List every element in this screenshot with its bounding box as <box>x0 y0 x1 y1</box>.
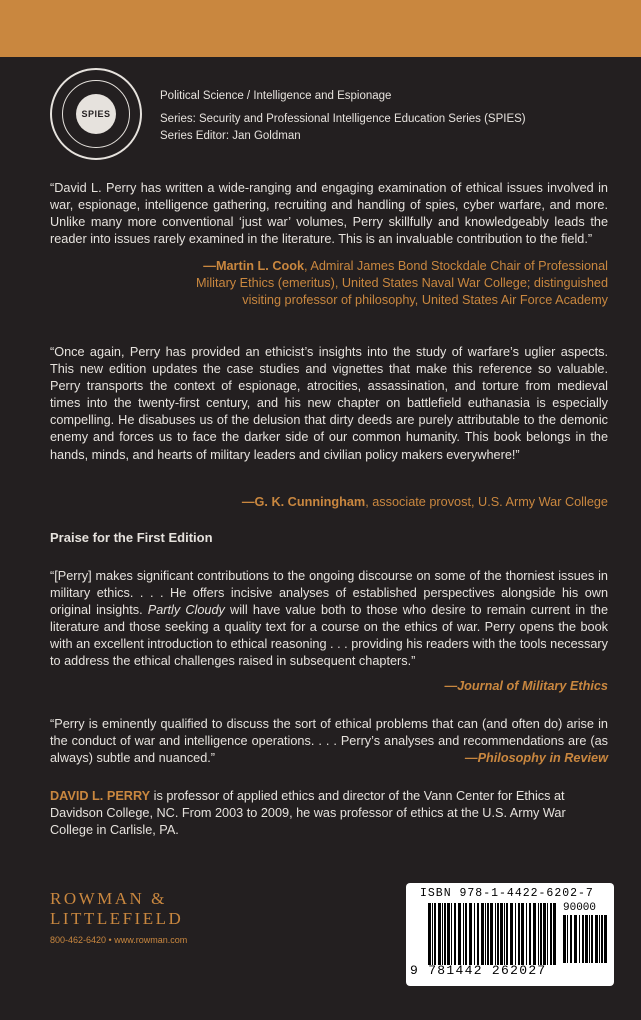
publisher-contact: 800-462-6420 • www.rowman.com <box>50 935 188 945</box>
endorsement-quote-cunningham: “Once again, Perry has provided an ethicist’s insights into the study of warfare’s uglier aspects. This new edition updates the case studies and vignettes that make this reference so valuable. Perry transports the context of espionage, atrocities, assassination, and torture from medieval times into the twenty-first century, and his new chapter on battlefield euthanasia is especially compelling. He disabuses us of the delusion that dirty deeds are purely attributable to the demonic enemy and forces us to face the darker side of our common humanity. This book belongs in the hands, minds, and hearts of military leaders and civilian policy makers everywhere!” <box>50 345 608 462</box>
author-name: DAVID L. PERRY <box>50 789 151 803</box>
publisher-line1: ROWMAN & <box>50 889 167 908</box>
author-bio <box>50 788 608 839</box>
spies-logo <box>50 68 142 160</box>
isbn-barcode <box>406 883 614 986</box>
endorsement-attribution-cook <box>196 258 608 309</box>
endorser-name-cunningham: —G. K. Cunningham <box>241 495 366 509</box>
endorsement-attribution-cunningham <box>242 494 608 511</box>
series-text: Series: Security and Professional Intelligence Education Series (SPIES) <box>160 113 526 125</box>
review-source-pir <box>465 750 608 767</box>
review-quote-pir: “Perry is eminently qualified to discuss the sort of ethical problems that can (and often do) arise in the conduct of war and intelligence operations. . . . Perry’s analyses and recommendations are (as always) subtle and nuanced.” <box>50 717 608 766</box>
top-color-band <box>0 0 641 57</box>
author-bio-text: is professor of applied ethics and director of the Vann Center for Ethics at Davidson College, NC. From 2003 to 2009, he was professor of ethics at the U.S. Army War College in Carlisle, PA. <box>50 789 566 838</box>
isbn-number: ISBN 978-1-4422-6202-7 <box>420 887 594 900</box>
endorser-name-cook: —Martin L. Cook <box>203 259 305 273</box>
barcode-bars-price <box>563 915 609 963</box>
series-info <box>160 88 526 145</box>
price-code: 90000 <box>563 902 597 914</box>
journal-name: —Journal of Military Ethics <box>444 679 608 693</box>
review-text-part1: “[Perry] makes significant contributions to the ongoing discourse on some of the thorniest issues in military ethics. . . . He offers incisive analyses of established perspectives alongside his own original insights. <box>50 569 608 618</box>
series-editor-text: Series Editor: Jan Goldman <box>160 130 301 142</box>
endorser-affiliation-cunningham: , associate provost, U.S. Army War College <box>365 495 608 509</box>
review-publication-name: —Philosophy in Review <box>464 751 608 765</box>
barcode-digits: 9 781442 262027 <box>410 963 547 978</box>
review-source-jme <box>444 678 608 695</box>
publisher-logo <box>50 889 183 929</box>
category-text: Political Science / Intelligence and Espionage <box>160 90 392 102</box>
review-quote-jme <box>50 568 608 671</box>
endorser-affiliation-line2: Military Ethics (emeritus), United States Naval War College; distinguished <box>195 276 608 291</box>
publisher-line2: LITTLEFIELD <box>50 909 184 928</box>
praise-heading: Praise for the First Edition <box>50 530 213 545</box>
endorser-affiliation-line1: , Admiral James Bond Stockdale Chair of Professional <box>304 259 608 273</box>
book-title-italic: Partly Cloudy <box>147 603 225 618</box>
barcode-bars-main <box>428 903 558 965</box>
logo-label: SPIES <box>76 94 116 134</box>
endorser-affiliation-line3: visiting professor of philosophy, United States Air Force Academy <box>242 293 608 308</box>
endorsement-quote-cook: “David L. Perry has written a wide-ranging and engaging examination of ethical issues involved in war, espionage, intelligence gathering, recruiting and handling of spies, cyber warfare, and more. Unlike many more conventional ‘just war’ volumes, Perry skillfully and knowledgeably leads the reader into issues rarely examined in the literature. This is an invaluable contribution to the field.” <box>50 181 608 247</box>
review-text-part2: will have value both to those who desire to remain current in the literature and those seeking a quality text for a course on the ethics of war. Perry opens the book with an excellent introduction to ethical reasoning . . . providing his readers with the tools necessary to address the ethical challenges raised in subsequent chapters.” <box>50 603 608 669</box>
